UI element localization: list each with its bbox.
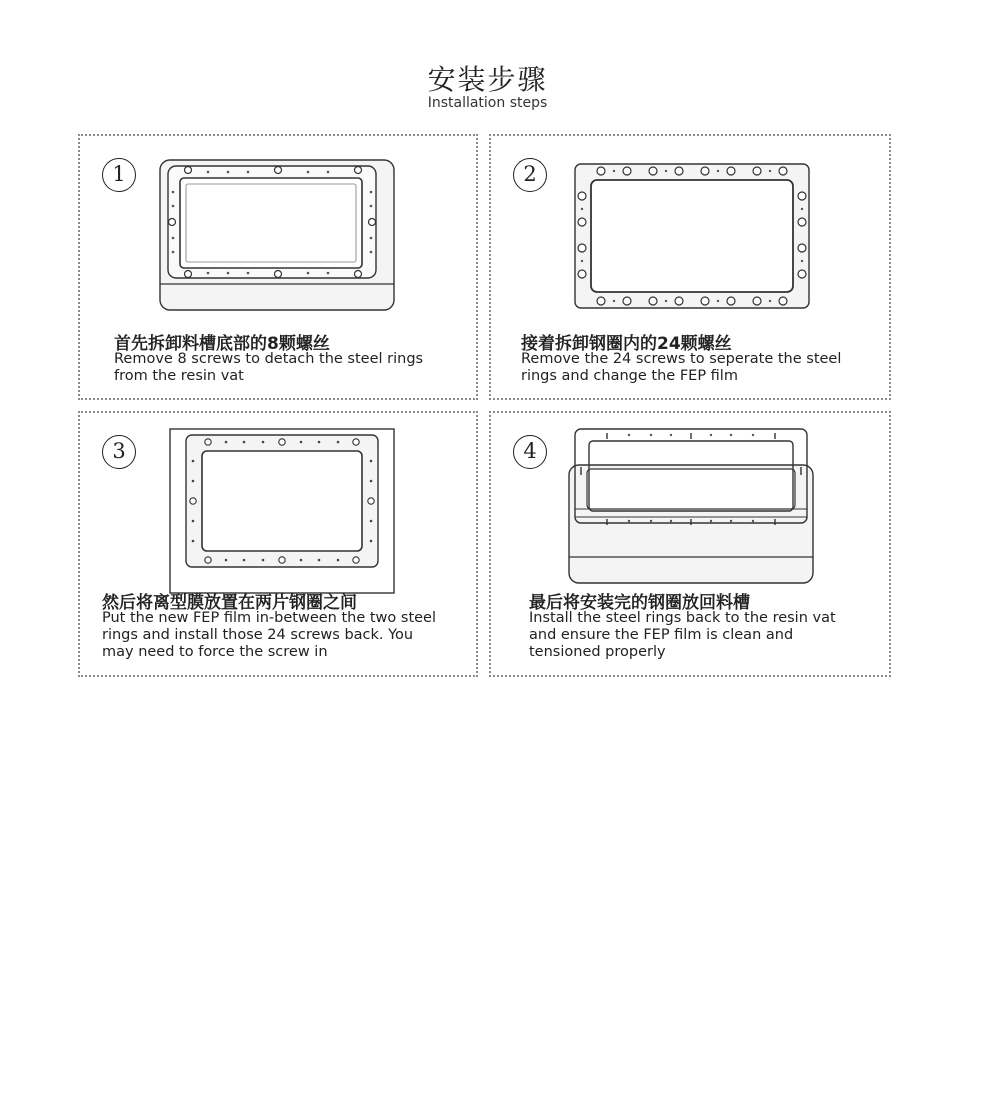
step-number: 1 xyxy=(112,162,126,186)
step-title-cn: 最后将安装完的钢圈放回料槽 xyxy=(529,593,750,613)
page-subtitle: Installation steps xyxy=(427,95,548,111)
step-description-line: may need to force the screw in xyxy=(102,644,328,660)
step-description-line: tensioned properly xyxy=(529,644,666,660)
step-number-badge xyxy=(102,158,136,192)
step-description-line: Install the steel rings back to the resin vat xyxy=(529,610,836,626)
step-1-panel xyxy=(78,134,478,400)
step-title-cn: 首先拆卸料槽底部的8颗螺丝 xyxy=(114,334,330,354)
step-title-cn: 然后将离型膜放置在两片钢圈之间 xyxy=(102,593,357,613)
step-number-badge xyxy=(102,435,136,469)
step-2-panel xyxy=(489,134,891,400)
step-3-panel xyxy=(78,411,478,677)
rings-installed-in-vat-illustration xyxy=(567,427,815,587)
step-number: 4 xyxy=(523,439,537,463)
step-description-line: Remove the 24 screws to seperate the steel xyxy=(521,351,842,367)
step-description-line: Put the new FEP film in-between the two steel xyxy=(102,610,437,626)
step-description-line: and ensure the FEP film is clean and xyxy=(529,627,794,643)
step-number-badge xyxy=(513,158,547,192)
step-number-badge xyxy=(513,435,547,469)
step-title-cn: 接着拆卸钢圈内的24颗螺丝 xyxy=(521,334,732,354)
step-description-line: from the resin vat xyxy=(114,368,244,384)
step-description-line: rings and install those 24 screws back. You xyxy=(102,627,414,643)
step-number: 3 xyxy=(112,439,126,463)
step-number: 2 xyxy=(523,162,537,186)
resin-vat-with-bottom-screws-illustration xyxy=(158,156,398,314)
step-description-line: rings and change the FEP film xyxy=(521,368,738,384)
page-title: 安装步骤 xyxy=(427,63,548,96)
step-description-line: Remove 8 screws to detach the steel rings xyxy=(114,351,424,367)
fep-film-between-rings-illustration xyxy=(168,427,396,595)
step-4-panel xyxy=(489,411,891,677)
steel-ring-with-24-screws-illustration xyxy=(573,162,813,312)
